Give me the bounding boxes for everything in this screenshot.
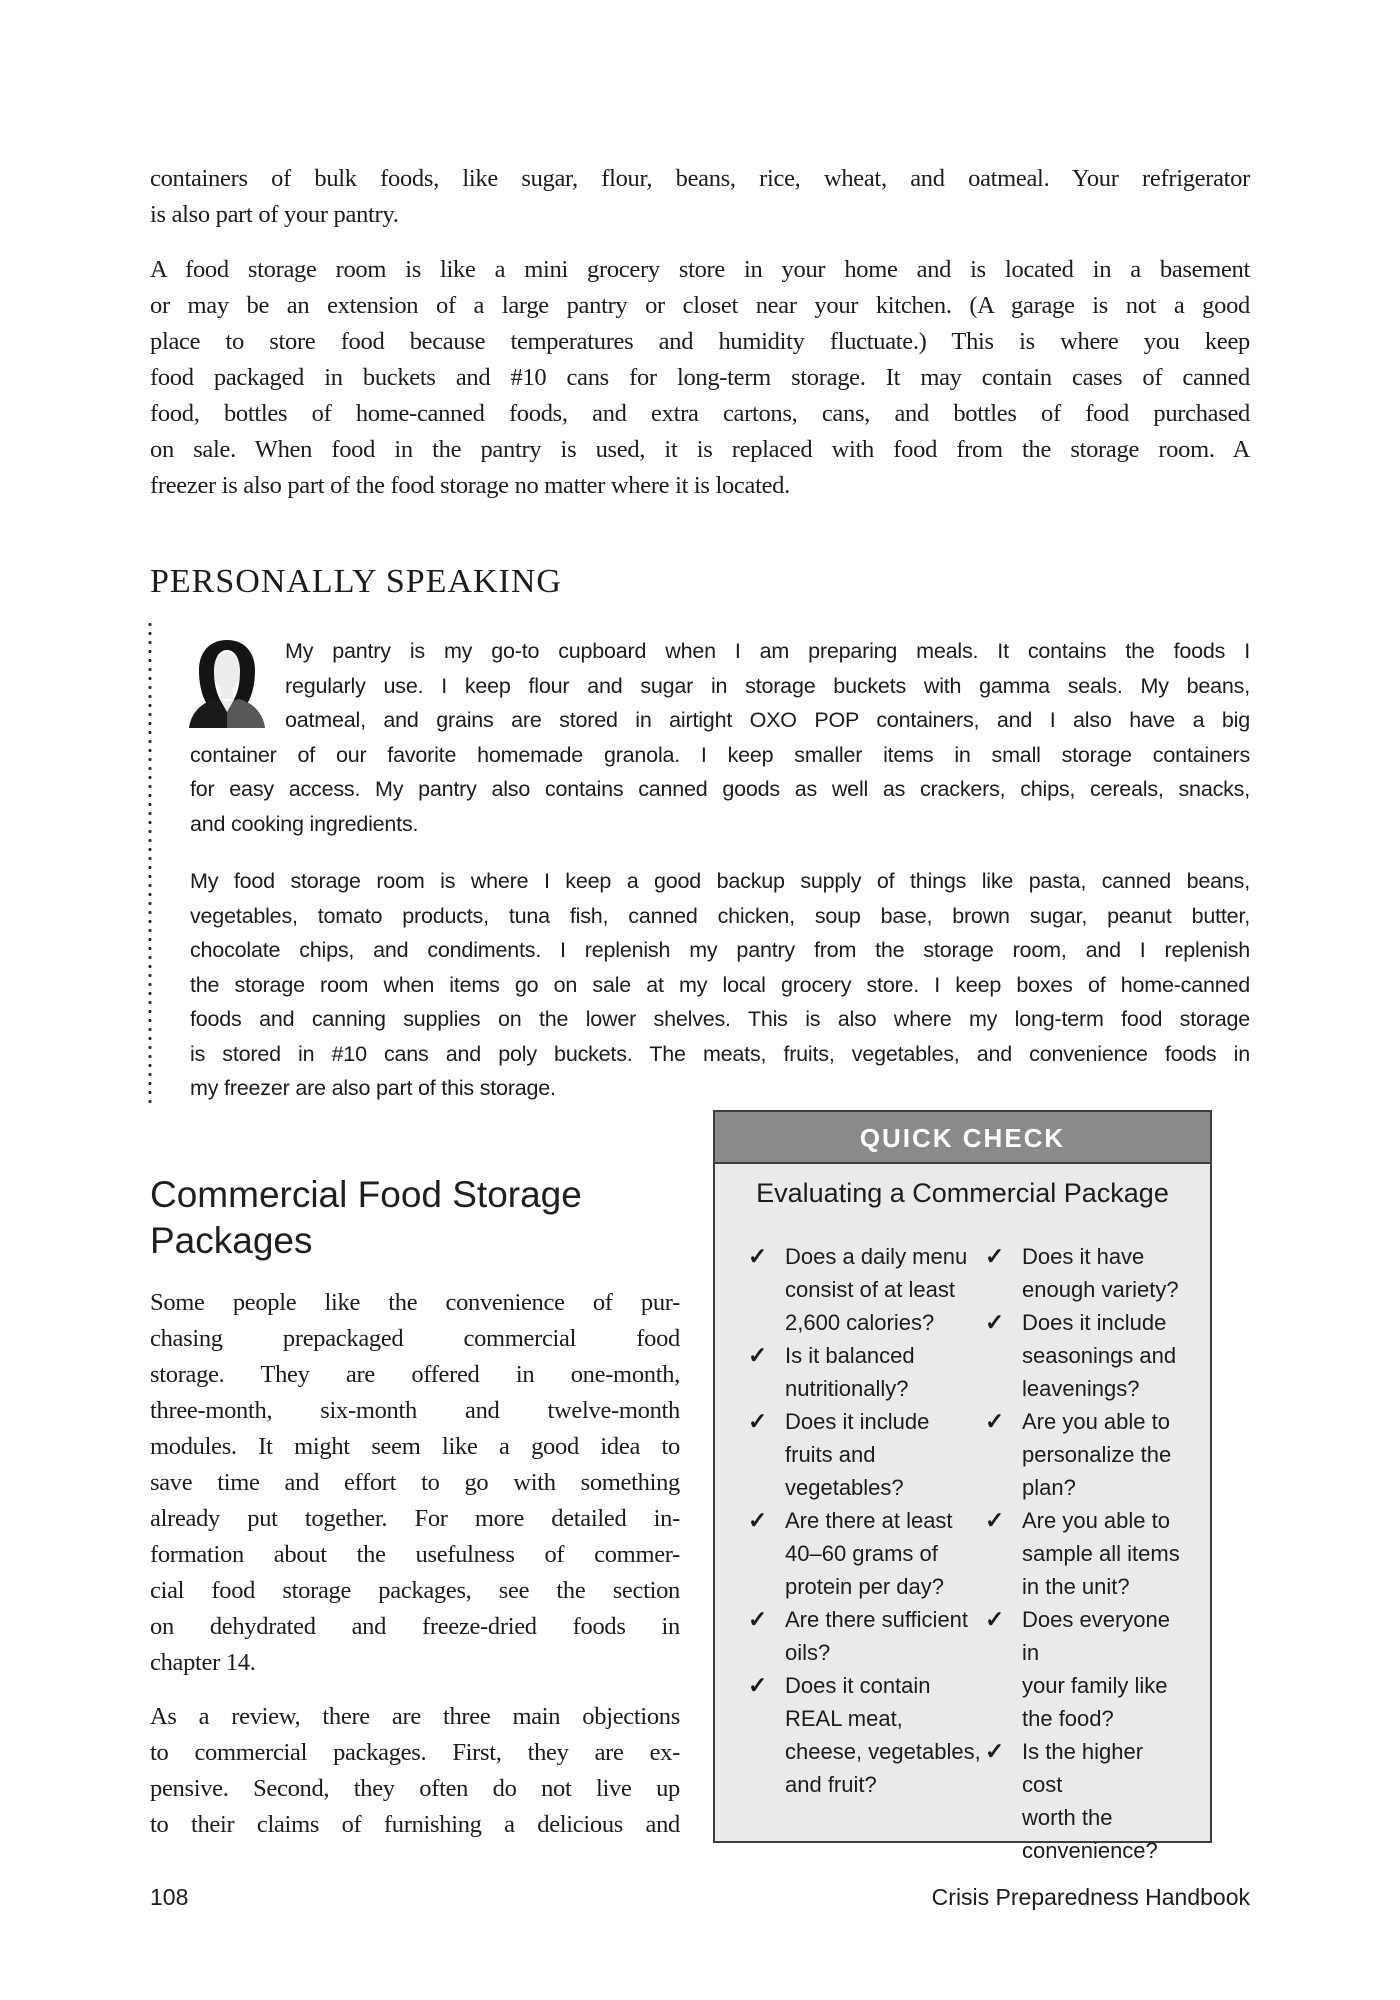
text-line: chapter 14. xyxy=(150,1649,256,1676)
checklist-item-text: Does a daily menu consist of at least 2,600 calories? xyxy=(785,1244,968,1335)
text-line: My food storage room is where I keep a good backup supply of things like pasta, canned beans, xyxy=(190,869,1250,893)
checkmark-icon: ✓ xyxy=(748,1408,768,1434)
checkmark-icon: ✓ xyxy=(748,1507,768,1533)
text-line: on sale. When food in the pantry is used, it is replaced with food from the storage room. A xyxy=(150,436,1250,463)
text-line: food, bottles of home-canned foods, and extra cartons, cans, and bottles of food purchased xyxy=(150,400,1250,427)
checklist-item xyxy=(985,1504,1180,1603)
checklist-item xyxy=(748,1339,1013,1405)
text-line: foods and canning supplies on the lower shelves. This is also where my long-term food storage xyxy=(190,1007,1250,1031)
checkmark-icon: ✓ xyxy=(985,1507,1005,1533)
checklist-item xyxy=(985,1603,1180,1735)
text-line: freezer is also part of the food storage no matter where it is located. xyxy=(150,472,790,499)
checklist-item xyxy=(748,1504,1013,1603)
text-line: My pantry is my go-to cupboard when I am preparing meals. It contains the foods I xyxy=(285,639,1250,663)
checklist-item xyxy=(748,1240,1013,1339)
text-line: oatmeal, and grains are stored in airtight OXO POP containers, and I also have a big xyxy=(285,708,1250,732)
checklist-column-left xyxy=(748,1240,1013,1801)
checklist-item-text: Does it include seasonings and leavenings? xyxy=(1022,1310,1177,1401)
personally-speaking-heading: PERSONALLY SPEAKING xyxy=(150,563,562,600)
text-line: or may be an extension of a large pantry or closet near your kitchen. (A garage is not a good xyxy=(150,292,1250,319)
section-heading xyxy=(150,1172,680,1264)
checkmark-icon: ✓ xyxy=(985,1738,1005,1764)
text-line: and cooking ingredients. xyxy=(190,811,419,836)
checklist-item xyxy=(985,1240,1180,1306)
checklist-item xyxy=(985,1306,1180,1405)
quick-check-box xyxy=(713,1110,1212,1863)
text-line: storage. They are offered in one-month, xyxy=(150,1361,680,1388)
text-line: A food storage room is like a mini grocery store in your home and is located in a basement xyxy=(150,256,1250,283)
text-line: food packaged in buckets and #10 cans for long-term storage. It may contain cases of canned xyxy=(150,364,1250,391)
personally-speaking-paragraph-1 xyxy=(190,634,1250,841)
checklist-item-text: Are you able to sample all items in the unit? xyxy=(1022,1508,1180,1599)
text-line: formation about the usefulness of commer- xyxy=(150,1541,680,1568)
text-line: chasing prepackaged commercial food xyxy=(150,1325,680,1352)
text-line: the storage room when items go on sale at my local grocery store. I keep boxes of home-canned xyxy=(190,972,1250,997)
text-line: my freezer are also part of this storage. xyxy=(190,1076,556,1100)
text-line: chocolate chips, and condiments. I replenish my pantry from the storage room, and I replenish xyxy=(190,938,1250,962)
text-line: to commercial packages. First, they are ex- xyxy=(150,1739,680,1766)
quick-check-title: Evaluating a Commercial Package xyxy=(756,1178,1169,1208)
checkmark-icon: ✓ xyxy=(748,1672,768,1698)
checklist-item-text: Does it include fruits and vegetables? xyxy=(785,1409,930,1500)
text-line: is also part of your pantry. xyxy=(150,200,399,228)
running-footer-book-title: Crisis Preparedness Handbook xyxy=(931,1884,1250,1910)
checkmark-icon: ✓ xyxy=(748,1342,768,1368)
text-line: As a review, there are three main objections xyxy=(150,1703,680,1730)
checklist-item-text: Are you able to personalize the plan? xyxy=(1022,1409,1172,1500)
checkmark-icon: ✓ xyxy=(985,1309,1005,1335)
checkmark-icon: ✓ xyxy=(985,1243,1005,1269)
page-number: 108 xyxy=(150,1884,189,1910)
checklist-item-text: Does everyone in your family like the food? xyxy=(1022,1607,1170,1731)
text-line: three-month, six-month and twelve-month xyxy=(150,1397,680,1424)
checklist-item-text: Is it balanced nutritionally? xyxy=(785,1343,915,1401)
checklist-item-text: Is the higher cost worth the convenience? xyxy=(1022,1739,1158,1863)
text-line: already put together. For more detailed in- xyxy=(150,1505,680,1532)
text-line: Some people like the convenience of pur- xyxy=(150,1289,680,1316)
text-line: regularly use. I keep flour and sugar in storage buckets with gamma seals. My beans, xyxy=(285,673,1250,698)
checklist-column-right xyxy=(985,1240,1180,1867)
checkmark-icon: ✓ xyxy=(748,1606,768,1632)
text-line: vegetables, tomato products, tuna fish, canned chicken, soup base, brown sugar, peanut butter, xyxy=(190,903,1250,928)
text-line: cial food storage packages, see the section xyxy=(150,1577,680,1604)
text-line: to their claims of furnishing a delicious and xyxy=(150,1811,680,1838)
text-line: pensive. Second, they often do not live up xyxy=(150,1775,680,1802)
text-line: is stored in #10 cans and poly buckets. The meats, fruits, vegetables, and convenience foods in xyxy=(190,1041,1250,1066)
checklist-item-text: Are there at least 40–60 grams of protein per day? xyxy=(785,1508,953,1599)
checkmark-icon: ✓ xyxy=(985,1606,1005,1632)
checklist-item-text: Are there sufficient oils? xyxy=(785,1607,969,1665)
dotted-left-border xyxy=(148,620,152,1105)
checklist-item xyxy=(748,1669,1013,1801)
checklist-item xyxy=(748,1603,1013,1669)
section-heading-line: Packages xyxy=(150,1220,313,1261)
checklist-item xyxy=(985,1405,1180,1504)
checklist-item xyxy=(748,1405,1013,1504)
text-line: containers of bulk foods, like sugar, flour, beans, rice, wheat, and oatmeal. Your refrigerator xyxy=(150,165,1250,192)
intro-paragraph-2 xyxy=(150,252,1250,504)
text-line: for easy access. My pantry also contains canned goods as well as crackers, chips, cereals, snacks, xyxy=(190,777,1250,801)
commercial-paragraph-2 xyxy=(150,1699,680,1843)
text-line: place to store food because temperatures and humidity fluctuate.) This is where you keep xyxy=(150,328,1250,355)
checkmark-icon: ✓ xyxy=(748,1243,768,1269)
text-line: save time and effort to go with something xyxy=(150,1469,680,1496)
text-line: on dehydrated and freeze-dried foods in xyxy=(150,1613,680,1640)
intro-paragraph-1 xyxy=(150,161,1250,232)
checklist-item-text: Does it have enough variety? xyxy=(1022,1244,1179,1302)
personally-speaking-paragraph-2 xyxy=(190,864,1250,1106)
quick-check-body xyxy=(715,1164,1210,1863)
quick-check-header: QUICK CHECK xyxy=(715,1112,1210,1164)
text-line: modules. It might seem like a good idea to xyxy=(150,1433,680,1460)
checkmark-icon: ✓ xyxy=(985,1408,1005,1434)
checklist-item-text: Does it contain REAL meat, cheese, vegetables, and fruit? xyxy=(785,1673,981,1797)
section-heading-line: Commercial Food Storage xyxy=(150,1174,582,1215)
text-line: container of our favorite homemade granola. I keep smaller items in small storage containers xyxy=(190,742,1250,767)
checklist-item xyxy=(985,1735,1180,1867)
commercial-paragraph-1 xyxy=(150,1285,680,1681)
